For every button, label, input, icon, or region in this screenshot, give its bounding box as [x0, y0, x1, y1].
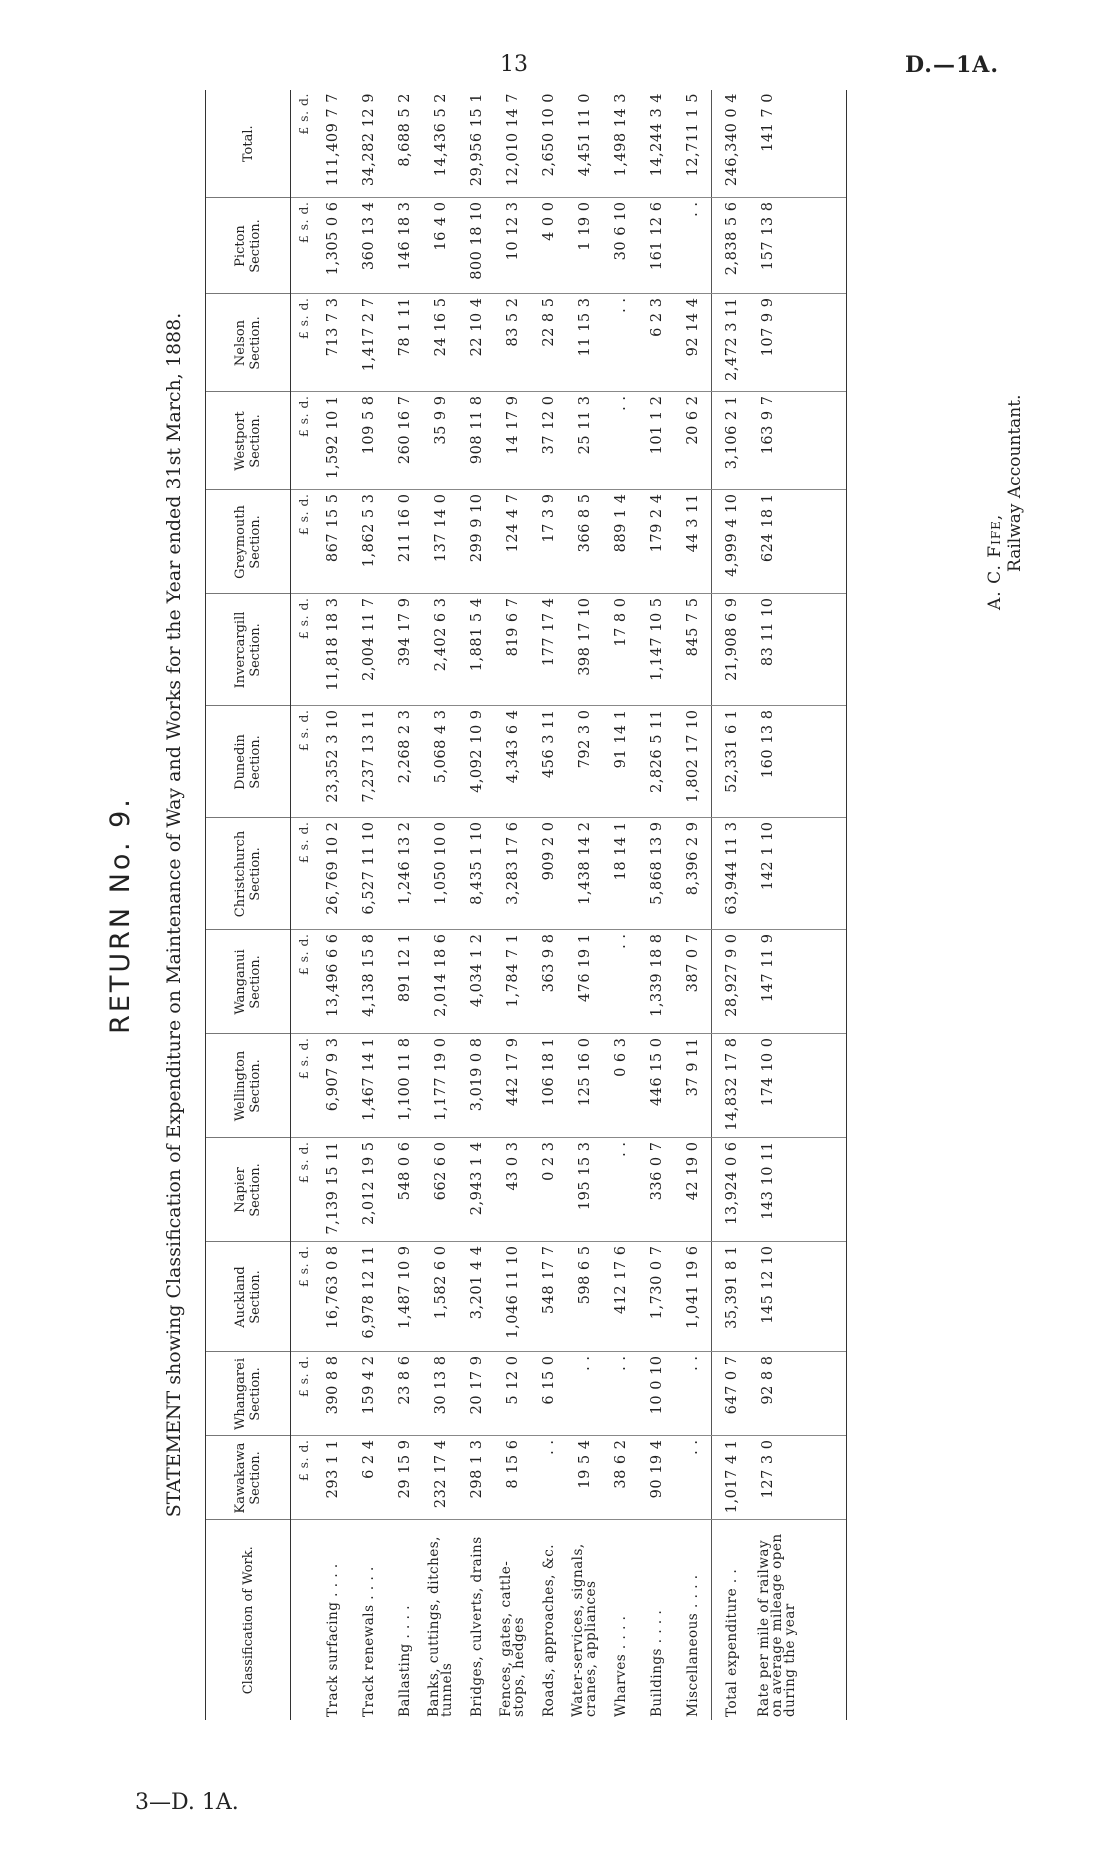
units-cell: £ s. d. — [291, 930, 316, 1034]
amount-cell: 3,201 4 4 — [459, 1242, 495, 1352]
units-cell: £ s. d. — [291, 706, 316, 818]
amount-cell: 3,106 2 1 — [712, 392, 753, 490]
amount-cell: 1,041 19 6 — [675, 1242, 712, 1352]
amount-cell: 360 13 4 — [351, 198, 387, 294]
amount-cell: 8,688 5 2 — [387, 90, 423, 198]
amount-cell: 14,244 3 4 — [639, 90, 675, 198]
amount-cell: 4,034 1 2 — [459, 930, 495, 1034]
document-reference: D.—1A. — [905, 52, 999, 78]
amount-cell: 4,138 15 8 — [351, 930, 387, 1034]
units-row — [291, 90, 316, 1720]
amount-cell: 2,943 1 4 — [459, 1138, 495, 1242]
amount-cell: 5,868 13 9 — [639, 818, 675, 930]
amount-cell: 366 8 5 — [567, 490, 603, 594]
amount-cell: 29,956 15 1 — [459, 90, 495, 198]
amount-cell: 0 6 3 — [603, 1034, 639, 1138]
amount-cell: 908 11 8 — [459, 392, 495, 490]
amount-cell: 4 0 0 — [531, 198, 567, 294]
amount-cell: 23 8 6 — [387, 1352, 423, 1436]
amount-cell: . . — [675, 1352, 712, 1436]
return-number: RETURN No. 9. — [105, 796, 136, 1034]
units-cell: £ s. d. — [291, 490, 316, 594]
amount-cell: 35 9 9 — [423, 392, 459, 490]
row-label: Total expenditure . . — [712, 1520, 753, 1720]
row-label: Bridges, culverts, drains — [468, 1536, 485, 1717]
amount-cell: . . — [603, 1352, 639, 1436]
section-header: Greymouth Section. — [206, 490, 291, 594]
amount-cell: 179 2 4 — [639, 490, 675, 594]
expenditure-table — [205, 90, 847, 1720]
units-cell: £ s. d. — [291, 818, 316, 930]
amount-cell: 143 10 11 — [752, 1138, 847, 1242]
amount-cell: 106 18 1 — [531, 1034, 567, 1138]
table-body — [291, 90, 847, 1720]
amount-cell: 1,147 10 5 — [639, 594, 675, 706]
section-header: Westport Section. — [206, 392, 291, 490]
amount-cell: 107 9 9 — [752, 294, 847, 392]
amount-cell: 2,650 10 0 — [531, 90, 567, 198]
amount-cell: 141 7 0 — [752, 90, 847, 198]
amount-cell: 442 17 9 — [495, 1034, 531, 1138]
amount-cell: 37 12 0 — [531, 392, 567, 490]
amount-cell: 28,927 9 0 — [712, 930, 753, 1034]
amount-cell: 1,050 10 0 — [423, 818, 459, 930]
amount-cell: 2,012 19 5 — [351, 1138, 387, 1242]
row-label: Wharves . . . . — [612, 1615, 629, 1717]
table-row — [675, 90, 712, 1720]
amount-cell: 24 16 5 — [423, 294, 459, 392]
rate-row — [752, 90, 847, 1720]
amount-cell: 6,907 9 3 — [315, 1034, 351, 1138]
amount-cell: 3,283 17 6 — [495, 818, 531, 930]
signatory-name: A. C. Fife, — [985, 513, 1005, 610]
amount-cell: 1,017 4 1 — [712, 1436, 753, 1520]
amount-cell: 6 2 4 — [351, 1436, 387, 1520]
units-cell: £ s. d. — [291, 1138, 316, 1242]
amount-cell: 1,730 0 7 — [639, 1242, 675, 1352]
row-label: Water-services, signals, cranes, appliances — [570, 1543, 599, 1717]
amount-cell: 13,496 6 6 — [315, 930, 351, 1034]
amount-cell: 800 18 10 — [459, 198, 495, 294]
section-header: Picton Section. — [206, 198, 291, 294]
amount-cell: 11,818 18 3 — [315, 594, 351, 706]
amount-cell: 6,978 12 11 — [351, 1242, 387, 1352]
amount-cell: 18 14 1 — [603, 818, 639, 930]
amount-cell: 4,343 6 4 — [495, 706, 531, 818]
section-header: Napier Section. — [206, 1138, 291, 1242]
amount-cell: 174 10 0 — [752, 1034, 847, 1138]
units-blank — [291, 1520, 316, 1720]
amount-cell: 298 1 3 — [459, 1436, 495, 1520]
amount-cell: 14 17 9 — [495, 392, 531, 490]
amount-cell: 42 19 0 — [675, 1138, 712, 1242]
amount-cell: 17 3 9 — [531, 490, 567, 594]
amount-cell: 92 14 4 — [675, 294, 712, 392]
amount-cell: 101 1 2 — [639, 392, 675, 490]
amount-cell: 4,999 4 10 — [712, 490, 753, 594]
amount-cell: 624 18 1 — [752, 490, 847, 594]
amount-cell: 16,763 0 8 — [315, 1242, 351, 1352]
amount-cell: 22 10 4 — [459, 294, 495, 392]
amount-cell: 34,282 12 9 — [351, 90, 387, 198]
amount-cell: 819 6 7 — [495, 594, 531, 706]
table-row — [567, 90, 603, 1720]
amount-cell: 20 17 9 — [459, 1352, 495, 1436]
amount-cell: 1,487 10 9 — [387, 1242, 423, 1352]
amount-cell: 17 8 0 — [603, 594, 639, 706]
amount-cell: . . — [603, 1138, 639, 1242]
amount-cell: 1,177 19 0 — [423, 1034, 459, 1138]
amount-cell: 1,881 5 4 — [459, 594, 495, 706]
amount-cell: 1,305 0 6 — [315, 198, 351, 294]
amount-cell: 124 4 7 — [495, 490, 531, 594]
section-header: Kawakawa Section. — [206, 1436, 291, 1520]
amount-cell: 260 16 7 — [387, 392, 423, 490]
amount-cell: 145 12 10 — [752, 1242, 847, 1352]
amount-cell: 8 15 6 — [495, 1436, 531, 1520]
amount-cell: 398 17 10 — [567, 594, 603, 706]
table-row — [459, 90, 495, 1720]
amount-cell: 647 0 7 — [712, 1352, 753, 1436]
footer-reference: 3—D. 1A. — [135, 1790, 239, 1815]
amount-cell: 125 16 0 — [567, 1034, 603, 1138]
amount-cell: 412 17 6 — [603, 1242, 639, 1352]
section-header: Auckland Section. — [206, 1242, 291, 1352]
amount-cell: 44 3 11 — [675, 490, 712, 594]
units-cell: £ s. d. — [291, 90, 316, 198]
amount-cell: 1,467 14 1 — [351, 1034, 387, 1138]
table-row — [351, 90, 387, 1720]
table-row — [639, 90, 675, 1720]
amount-cell: 161 12 6 — [639, 198, 675, 294]
amount-cell: 211 16 0 — [387, 490, 423, 594]
amount-cell: 52,331 6 1 — [712, 706, 753, 818]
section-header: Total. — [206, 90, 291, 198]
amount-cell: 109 5 8 — [351, 392, 387, 490]
amount-cell: 299 9 10 — [459, 490, 495, 594]
amount-cell: 147 11 9 — [752, 930, 847, 1034]
amount-cell: 29 15 9 — [387, 1436, 423, 1520]
section-header: Wanganui Section. — [206, 930, 291, 1034]
amount-cell: 14,436 5 2 — [423, 90, 459, 198]
units-cell: £ s. d. — [291, 1034, 316, 1138]
row-label: Banks, cuttings, ditches, tunnels — [426, 1536, 455, 1717]
amount-cell: . . — [567, 1352, 603, 1436]
amount-cell: 390 8 8 — [315, 1352, 351, 1436]
amount-cell: 90 19 4 — [639, 1436, 675, 1520]
amount-cell: 38 6 2 — [603, 1436, 639, 1520]
table-row — [315, 90, 351, 1720]
amount-cell: 2,402 6 3 — [423, 594, 459, 706]
amount-cell: 548 17 7 — [531, 1242, 567, 1352]
amount-cell: 1,046 11 10 — [495, 1242, 531, 1352]
amount-cell: 1,100 11 8 — [387, 1034, 423, 1138]
amount-cell: 8,396 2 9 — [675, 818, 712, 930]
amount-cell: 3,019 0 8 — [459, 1034, 495, 1138]
amount-cell: 1,862 5 3 — [351, 490, 387, 594]
amount-cell: 232 17 4 — [423, 1436, 459, 1520]
amount-cell: 0 2 3 — [531, 1138, 567, 1242]
amount-cell: 598 6 5 — [567, 1242, 603, 1352]
amount-cell: 336 0 7 — [639, 1138, 675, 1242]
amount-cell: 2,826 5 11 — [639, 706, 675, 818]
amount-cell: 2,268 2 3 — [387, 706, 423, 818]
amount-cell: 792 3 0 — [567, 706, 603, 818]
amount-cell: 456 3 11 — [531, 706, 567, 818]
amount-cell: 6 15 0 — [531, 1352, 567, 1436]
section-header: Nelson Section. — [206, 294, 291, 392]
amount-cell: 157 13 8 — [752, 198, 847, 294]
amount-cell: 909 2 0 — [531, 818, 567, 930]
amount-cell: 4,451 11 0 — [567, 90, 603, 198]
amount-cell: 20 6 2 — [675, 392, 712, 490]
classification-header: Classification of Work. — [206, 1520, 291, 1720]
amount-cell: 7,139 15 11 — [315, 1138, 351, 1242]
amount-cell: 7,237 13 11 — [351, 706, 387, 818]
amount-cell: 11 15 3 — [567, 294, 603, 392]
amount-cell: 1,582 6 0 — [423, 1242, 459, 1352]
amount-cell: 867 15 5 — [315, 490, 351, 594]
amount-cell: 21,908 6 9 — [712, 594, 753, 706]
amount-cell: 83 5 2 — [495, 294, 531, 392]
header-row — [206, 90, 291, 1720]
units-cell: £ s. d. — [291, 1242, 316, 1352]
amount-cell: 2,472 3 11 — [712, 294, 753, 392]
amount-cell: . . — [675, 198, 712, 294]
amount-cell: 889 1 4 — [603, 490, 639, 594]
amount-cell: 111,409 7 7 — [315, 90, 351, 198]
amount-cell: 10 12 3 — [495, 198, 531, 294]
amount-cell: 12,711 1 5 — [675, 90, 712, 198]
amount-cell: 662 6 0 — [423, 1138, 459, 1242]
amount-cell: 35,391 8 1 — [712, 1242, 753, 1352]
amount-cell: 4,092 10 9 — [459, 706, 495, 818]
signatory-title: Railway Accountant. — [1005, 394, 1025, 572]
row-label: Buildings . . . . — [648, 1609, 665, 1717]
amount-cell: . . — [603, 392, 639, 490]
amount-cell: 43 0 3 — [495, 1138, 531, 1242]
amount-cell: 2,014 18 6 — [423, 930, 459, 1034]
amount-cell: 363 9 8 — [531, 930, 567, 1034]
amount-cell: 5,068 4 3 — [423, 706, 459, 818]
amount-cell: 19 5 4 — [567, 1436, 603, 1520]
amount-cell: 83 11 10 — [752, 594, 847, 706]
amount-cell: 23,352 3 10 — [315, 706, 351, 818]
amount-cell: 14,832 17 8 — [712, 1034, 753, 1138]
amount-cell: 891 12 1 — [387, 930, 423, 1034]
amount-cell: 78 1 11 — [387, 294, 423, 392]
amount-cell: 387 0 7 — [675, 930, 712, 1034]
amount-cell: 142 1 10 — [752, 818, 847, 930]
amount-cell: 1,784 7 1 — [495, 930, 531, 1034]
amount-cell: 91 14 1 — [603, 706, 639, 818]
amount-cell: 26,769 10 2 — [315, 818, 351, 930]
amount-cell: 10 0 10 — [639, 1352, 675, 1436]
units-cell: £ s. d. — [291, 392, 316, 490]
amount-cell: 25 11 3 — [567, 392, 603, 490]
amount-cell: . . — [603, 930, 639, 1034]
amount-cell: 1 19 0 — [567, 198, 603, 294]
amount-cell: 163 9 7 — [752, 392, 847, 490]
table-row — [387, 90, 423, 1720]
amount-cell: 30 13 8 — [423, 1352, 459, 1436]
amount-cell: 160 13 8 — [752, 706, 847, 818]
amount-cell: 37 9 11 — [675, 1034, 712, 1138]
amount-cell: 2,004 11 7 — [351, 594, 387, 706]
signature-block — [985, 395, 1025, 611]
table-row — [495, 90, 531, 1720]
amount-cell: 13,924 0 6 — [712, 1138, 753, 1242]
amount-cell: 394 17 9 — [387, 594, 423, 706]
row-label: Rate per mile of railway on average mileage open during the year — [752, 1520, 847, 1720]
page-number: 13 — [500, 52, 528, 77]
amount-cell: 1,417 2 7 — [351, 294, 387, 392]
amount-cell: 30 6 10 — [603, 198, 639, 294]
row-label: Fences, gates, cattle-stops, hedges — [498, 1560, 527, 1717]
amount-cell: 146 18 3 — [387, 198, 423, 294]
row-label: Roads, approaches, &c. — [540, 1543, 557, 1717]
section-header: Christchurch Section. — [206, 818, 291, 930]
amount-cell: 195 15 3 — [567, 1138, 603, 1242]
amount-cell: 1,498 14 3 — [603, 90, 639, 198]
units-cell: £ s. d. — [291, 1436, 316, 1520]
table-row — [423, 90, 459, 1720]
section-header: Dunedin Section. — [206, 706, 291, 818]
amount-cell: . . — [675, 1436, 712, 1520]
amount-cell: 1,802 17 10 — [675, 706, 712, 818]
units-cell: £ s. d. — [291, 1352, 316, 1436]
amount-cell: 6 2 3 — [639, 294, 675, 392]
statement-title: STATEMENT showing Classification of Expenditure on Maintenance of Way and Works for the Year ended 31st March, 1888. — [163, 312, 185, 1518]
units-cell: £ s. d. — [291, 594, 316, 706]
amount-cell: 12,010 14 7 — [495, 90, 531, 198]
amount-cell: 446 15 0 — [639, 1034, 675, 1138]
table-row — [531, 90, 567, 1720]
amount-cell: 8,435 1 10 — [459, 818, 495, 930]
row-label: Miscellaneous . . . . — [684, 1574, 701, 1717]
amount-cell: 177 17 4 — [531, 594, 567, 706]
rotated-statement — [105, 93, 1025, 1720]
amount-cell: 92 8 8 — [752, 1352, 847, 1436]
amount-cell: 548 0 6 — [387, 1138, 423, 1242]
amount-cell: 293 1 1 — [315, 1436, 351, 1520]
section-header: Invercargill Section. — [206, 594, 291, 706]
amount-cell: . . — [531, 1436, 567, 1520]
amount-cell: 476 19 1 — [567, 930, 603, 1034]
table-row — [603, 90, 639, 1720]
total-row — [712, 90, 753, 1720]
amount-cell: 1,438 14 2 — [567, 818, 603, 930]
amount-cell: 137 14 0 — [423, 490, 459, 594]
units-cell: £ s. d. — [291, 198, 316, 294]
amount-cell: 16 4 0 — [423, 198, 459, 294]
amount-cell: 127 3 0 — [752, 1436, 847, 1520]
amount-cell: 1,592 10 1 — [315, 392, 351, 490]
row-label: Ballasting . . . . — [396, 1605, 413, 1717]
amount-cell: 22 8 5 — [531, 294, 567, 392]
units-cell: £ s. d. — [291, 294, 316, 392]
amount-cell: 845 7 5 — [675, 594, 712, 706]
amount-cell: 713 7 3 — [315, 294, 351, 392]
amount-cell: . . — [603, 294, 639, 392]
amount-cell: 246,340 0 4 — [712, 90, 753, 198]
amount-cell: 159 4 2 — [351, 1352, 387, 1436]
amount-cell: 1,339 18 8 — [639, 930, 675, 1034]
amount-cell: 1,246 13 2 — [387, 818, 423, 930]
amount-cell: 2,838 5 6 — [712, 198, 753, 294]
amount-cell: 6,527 11 10 — [351, 818, 387, 930]
row-label: Track renewals . . . . — [360, 1566, 377, 1717]
amount-cell: 5 12 0 — [495, 1352, 531, 1436]
amount-cell: 63,944 11 3 — [712, 818, 753, 930]
section-header: Wellington Section. — [206, 1034, 291, 1138]
row-label: Track surfacing . . . . — [324, 1563, 341, 1717]
section-header: Whangarei Section. — [206, 1352, 291, 1436]
